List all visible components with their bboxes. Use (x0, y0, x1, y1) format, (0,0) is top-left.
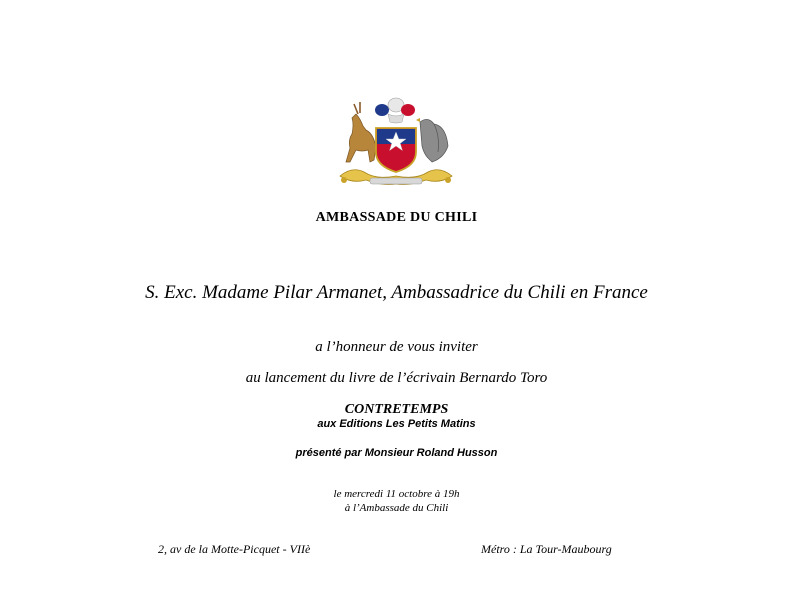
embassy-address: 2, av de la Motte-Picquet - VIIè (158, 542, 311, 556)
event-date: le mercredi 11 octobre à 19h (333, 488, 460, 500)
chilean-coat-of-arms-icon (330, 96, 462, 194)
embassy-name: AMBASSADE DU CHILI (315, 210, 478, 225)
presenter-line: présenté par Monsieur Roland Husson (295, 447, 498, 459)
book-title: CONTRETEMPS (344, 402, 449, 417)
invite-line: a l’honneur de vous inviter (315, 339, 478, 355)
launch-line: au lancement du livre de l’écrivain Bernardo Toro (245, 370, 548, 386)
publisher-line: aux Editions Les Petits Matins (317, 418, 476, 430)
host-line: S. Exc. Madame Pilar Armanet, Ambassadrice du Chili en France (145, 282, 648, 303)
metro-station: Métro : La Tour-Maubourg (481, 542, 612, 556)
event-venue: à l’Ambassade du Chili (344, 502, 449, 514)
